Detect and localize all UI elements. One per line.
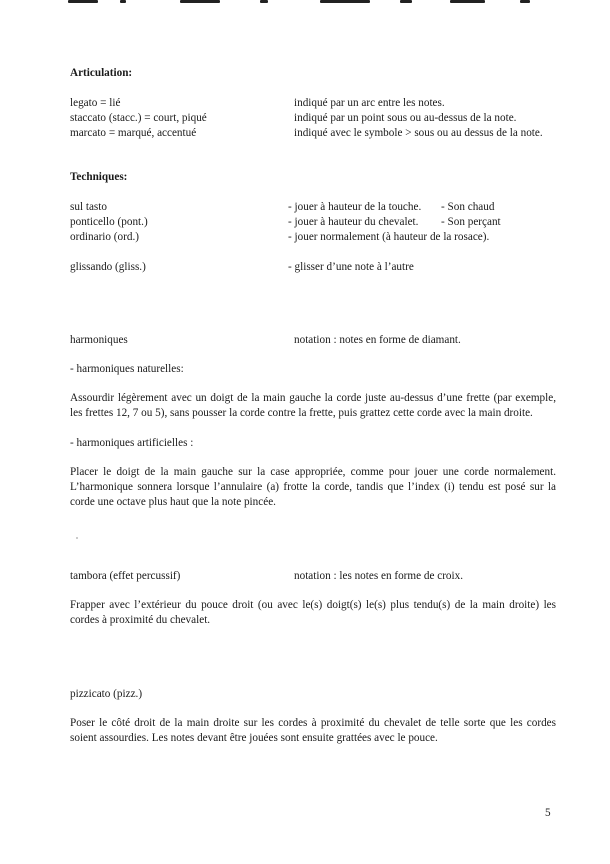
pizzicato-text: Poser le côté droit de la main droite sur les cordes à proximité du chevalet de telle sorte que les cordes soient assourdies. Les notes devant être jouées sont ensuite grattées avec le pouce. [70, 717, 556, 744]
articulation-term: marcato = marqué, accentué [70, 127, 197, 139]
technique-extra: - Son chaud [441, 201, 495, 213]
technique-term: sul tasto [70, 201, 107, 213]
technique-extra: - Son perçant [441, 216, 501, 228]
pizzicato-term: pizzicato (pizz.) [70, 688, 143, 700]
tambora-notation: notation : les notes en forme de croix. [294, 570, 464, 582]
articulation-term: legato = lié [70, 97, 121, 109]
technique-desc: - jouer à hauteur de la touche. [288, 201, 422, 213]
harmoniques-notation: notation : notes en forme de diamant. [294, 334, 461, 346]
articulation-desc: indiqué avec le symbole > sous ou au dessus de la note. [294, 127, 543, 139]
scan-speck [76, 537, 78, 539]
technique-term: glissando (gliss.) [70, 261, 146, 273]
technique-desc: - jouer normalement (à hauteur de la rosace). [288, 231, 490, 243]
tambora-text: Frapper avec l’extérieur du pouce droit (ou avec le(s) doigt(s) le(s) plus tendu(s) de la main droite) les cordes à proximité du chevalet. [70, 599, 556, 626]
articulation-desc: indiqué par un arc entre les notes. [294, 97, 445, 109]
technique-term: ponticello (pont.) [70, 216, 148, 228]
articulation-desc: indiqué par un point sous ou au-dessus de la note. [294, 112, 517, 124]
articulation-term: staccato (stacc.) = court, piqué [70, 112, 207, 124]
harmoniques-artificielles-heading: - harmoniques artificielles : [70, 437, 194, 449]
harmoniques-naturelles-heading: - harmoniques naturelles: [70, 363, 184, 375]
page-number: 5 [545, 807, 551, 819]
technique-desc: - jouer à hauteur du chevalet. [288, 216, 419, 228]
techniques-heading: Techniques: [70, 171, 128, 183]
top-notation-strip [60, 0, 550, 4]
articulation-heading: Articulation: [70, 67, 133, 79]
technique-term: ordinario (ord.) [70, 231, 139, 243]
harmoniques-artificielles-text: Placer le doigt de la main gauche sur la case appropriée, comme pour jouer une corde normalement. L’harmonique sonnera lorsque l’annulaire (a) frotte la corde, tandis que l’index (i) tendu est posé sur la corde une octave plus haut que la note pincée. [70, 466, 556, 508]
technique-desc: - glisser d’une note à l’autre [288, 261, 414, 273]
harmoniques-naturelles-text: Assourdir légèrement avec un doigt de la main gauche la corde juste au-dessus d’une frette (par exemple, les frettes 12, 7 ou 5), sans pousser la corde contre la frette, puis grattez cette corde avec la main droite. [70, 392, 556, 419]
tambora-term: tambora (effet percussif) [70, 570, 181, 582]
harmoniques-term: harmoniques [70, 334, 128, 346]
